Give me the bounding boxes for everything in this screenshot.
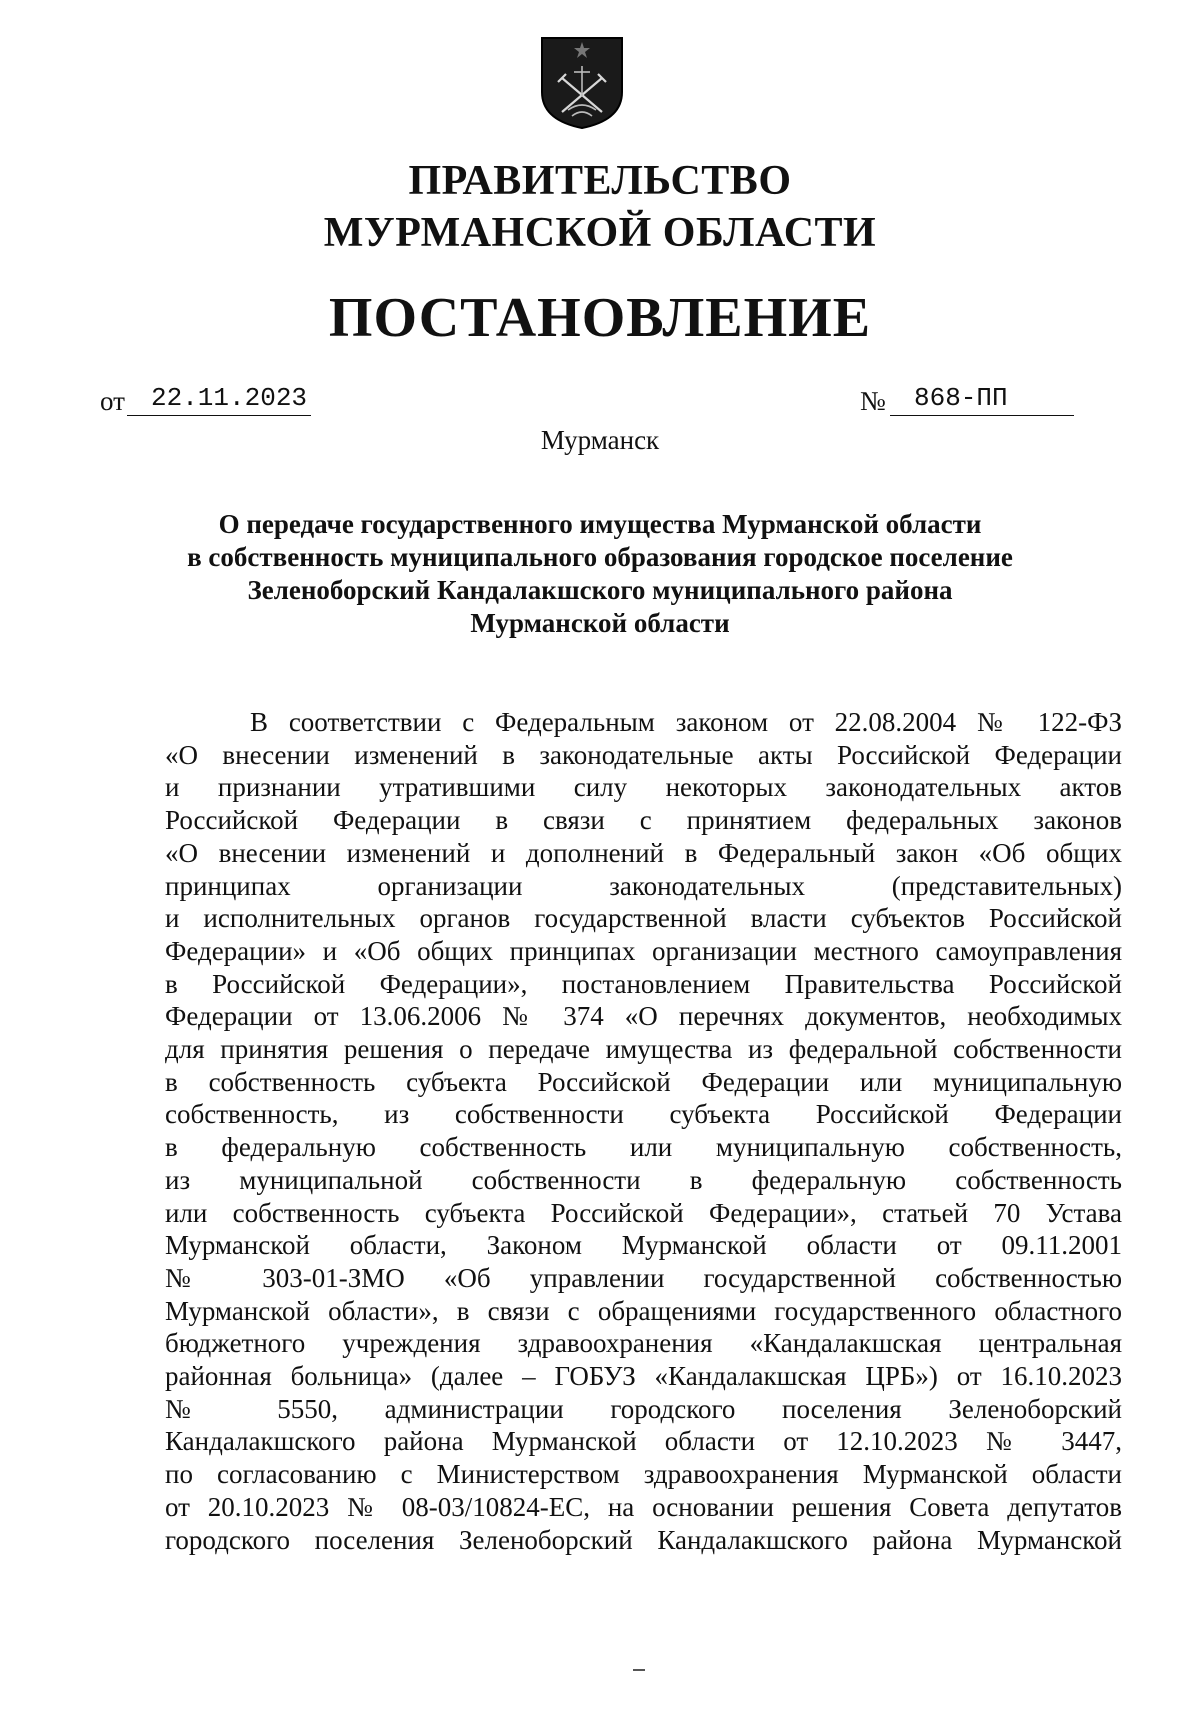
government-name-line1: ПРАВИТЕЛЬСТВО [408, 158, 792, 204]
body-line: собственность, из собственности субъекта Российской Федерации [165, 1099, 1122, 1130]
body-line: и признании утратившими силу некоторых законодательных актов [165, 772, 1122, 803]
body-line: бюджетного учреждения здравоохранения «Кандалакшская центральная [165, 1328, 1122, 1359]
date-label: от [100, 386, 125, 416]
body-line: № 5550, администрации городского поселения Зеленоборский [165, 1393, 1122, 1424]
body-line: принципах организации законодательных (представительных) [165, 870, 1122, 901]
document-type: ПОСТАНОВЛЕНИЕ [328, 287, 872, 349]
document-body [165, 706, 1122, 1556]
document-number: 868-ПП [890, 381, 1074, 416]
body-line: Мурманской области», в связи с обращениями государственного областного [165, 1295, 1122, 1326]
subject-line: в собственность муниципального образования городское поселение [187, 542, 1013, 572]
document-subject [150, 508, 1050, 640]
body-line: в собственность субъекта Российской Федерации или муниципальную [165, 1066, 1122, 1097]
coat-of-arms-emblem [538, 34, 626, 130]
body-line: Мурманской области, Законом Мурманской области от 09.11.2001 [165, 1230, 1122, 1261]
body-line: районная больница» (далее – ГОБУЗ «Кандалакшская ЦРБ») от 16.10.2023 [165, 1361, 1122, 1392]
body-line: от 20.10.2023 № 08-03/10824-ЕС, на основании решения Совета депутатов [165, 1491, 1122, 1522]
body-line: В соответствии с Федеральным законом от 22.08.2004 № 122-ФЗ [250, 707, 1122, 737]
body-line: по согласованию с Министерством здравоохранения Мурманской области [165, 1459, 1122, 1490]
body-line: и исполнительных органов государственной власти субъектов Российской [165, 903, 1122, 934]
body-line: «О внесении изменений и дополнений в Федеральный закон «Об общих [165, 837, 1122, 868]
city-name: Мурманск [540, 425, 660, 455]
body-line: Кандалакшского района Мурманской области от 12.10.2023 № 3447, [165, 1426, 1122, 1457]
subject-line: Зеленоборский Кандалакшского муниципального района [247, 575, 953, 605]
body-line: № 303-01-ЗМО «Об управлении государственной собственностью [165, 1262, 1122, 1293]
body-line: Федерации от 13.06.2006 № 374 «О перечнях документов, необходимых [165, 1001, 1122, 1032]
body-line: для принятия решения о передаче имущества из федеральной собственности [165, 1034, 1122, 1065]
body-line: в федеральную собственность или муниципальную собственность, [165, 1132, 1122, 1163]
body-line: «О внесении изменений в законодательные акты Российской Федерации [165, 739, 1122, 770]
government-name-line2: МУРМАНСКОЙ ОБЛАСТИ [323, 210, 877, 256]
subject-line: О передаче государственного имущества Мурманской области [218, 509, 982, 539]
body-line: Федерации» и «Об общих принципах организации местного самоуправления [165, 935, 1122, 966]
body-line: или собственность субъекта Российской Федерации», статьей 70 Устава [165, 1197, 1122, 1228]
document-date: 22.11.2023 [127, 381, 311, 416]
body-line: в Российской Федерации», постановлением Правительства Российской [165, 968, 1122, 999]
subject-line: Мурманской области [470, 608, 730, 638]
scan-mark [633, 1669, 645, 1671]
body-line: городского поселения Зеленоборский Кандалакшского района Мурманской [165, 1524, 1122, 1555]
body-line: из муниципальной собственности в федеральную собственность [165, 1164, 1122, 1195]
number-label: № [860, 386, 886, 416]
body-line: Российской Федерации в связи с принятием федеральных законов [165, 805, 1122, 836]
